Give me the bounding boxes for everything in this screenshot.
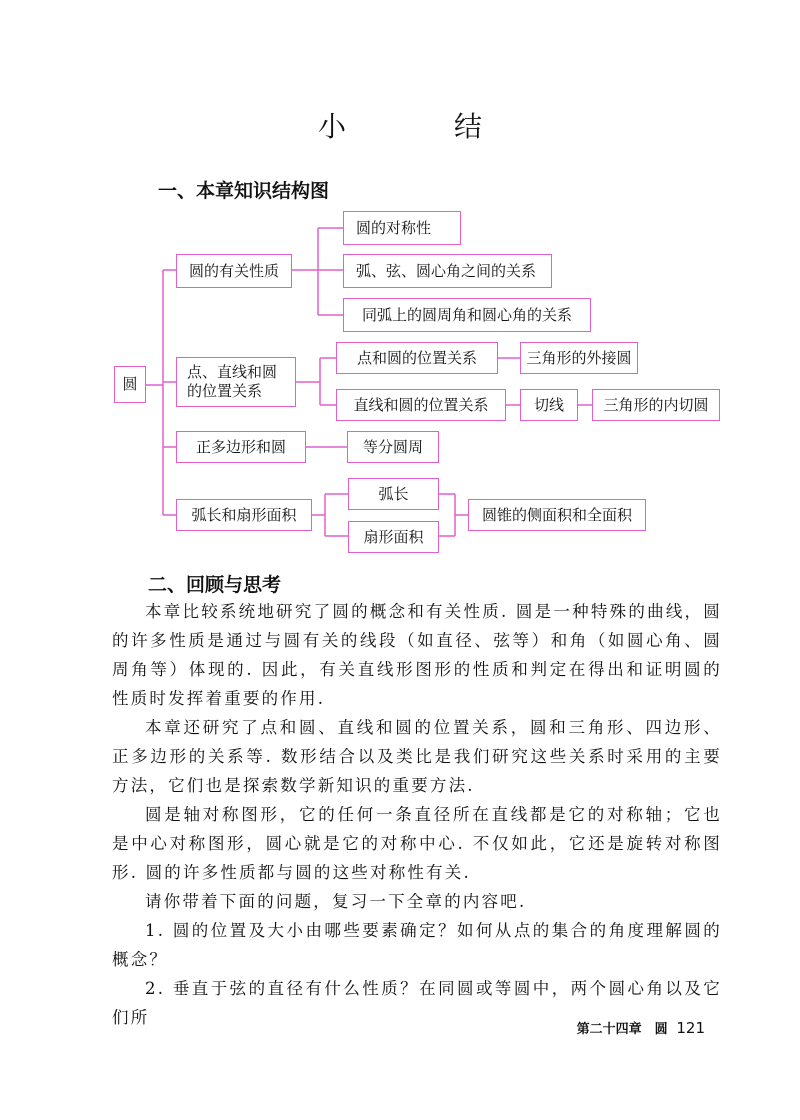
node-tangent: 切线 <box>520 389 578 421</box>
node-arc-sector: 弧长和扇形面积 <box>176 499 312 531</box>
node-point-circle: 点和圆的位置关系 <box>336 342 498 374</box>
paragraph-1: 本章比较系统地研究了圆的概念和有关性质. 圆是一种特殊的曲线，圆的许多性质是通过与圆有关的线段（如直径、弦等）和角（如圆心角、圆周角等）体现的. 因此，有关直线形图形的性质和判定在得出和证明圆的性质时发挥着重要的作用. <box>112 602 722 708</box>
page-title: 小 结 <box>317 110 522 143</box>
page-footer <box>577 1018 705 1037</box>
paragraph-2: 本章还研究了点和圆、直线和圆的位置关系，圆和三角形、四边形、正多边形的关系等. 数形结合以及类比是我们研究这些关系时采用的主要方法，它们也是探索数学新知识的重要方法. <box>112 718 722 795</box>
node-symmetry: 圆的对称性 <box>343 211 461 245</box>
node-incircle: 三角形的内切圆 <box>592 389 720 421</box>
node-arc-chord-angle: 弧、弦、圆心角之间的关系 <box>343 254 552 288</box>
node-circle-properties: 圆的有关性质 <box>176 254 292 288</box>
node-line-circle: 直线和圆的位置关系 <box>336 389 506 421</box>
section-heading-structure: 一、本章知识结构图 <box>158 180 330 202</box>
node-position-relations-line2: 的位置关系 <box>187 382 263 400</box>
paragraph-3: 圆是轴对称图形，它的任何一条直径所在直线都是它的对称轴；它也是中心对称图形，圆心就是它的对称中心. 不仅如此，它还是旋转对称图形. 圆的许多性质都与圆的这些对称性有关. <box>112 805 722 882</box>
node-divide-circle: 等分圆周 <box>347 431 439 463</box>
node-arc-length: 弧长 <box>348 478 439 510</box>
node-regular-polygon: 正多边形和圆 <box>176 431 306 463</box>
question-1: 1. 圆的位置及大小由哪些要素确定？如何从点的集合的角度理解圆的概念？ <box>112 921 722 969</box>
node-position-relations-line1: 点、直线和圆 <box>187 363 278 381</box>
footer-chapter: 第二十四章 圆 <box>576 1022 668 1037</box>
node-cone-area: 圆锥的侧面积和全面积 <box>468 499 646 531</box>
node-circumcircle: 三角形的外接圆 <box>520 342 638 374</box>
paragraph-4: 请你带着下面的问题，复习一下全章的内容吧. <box>145 892 527 911</box>
node-inscribed-central-angle: 同弧上的圆周角和圆心角的关系 <box>343 298 591 332</box>
root-node: 圆 <box>114 366 146 403</box>
node-position-relations <box>176 357 296 407</box>
node-sector-area: 扇形面积 <box>348 521 439 553</box>
section-heading-review: 二、回顾与思考 <box>148 574 282 596</box>
question-2: 2. 垂直于弦的直径有什么性质？在同圆或等圆中，两个圆心角以及它们所 <box>112 979 722 1027</box>
page-number: 121 <box>676 1019 705 1037</box>
